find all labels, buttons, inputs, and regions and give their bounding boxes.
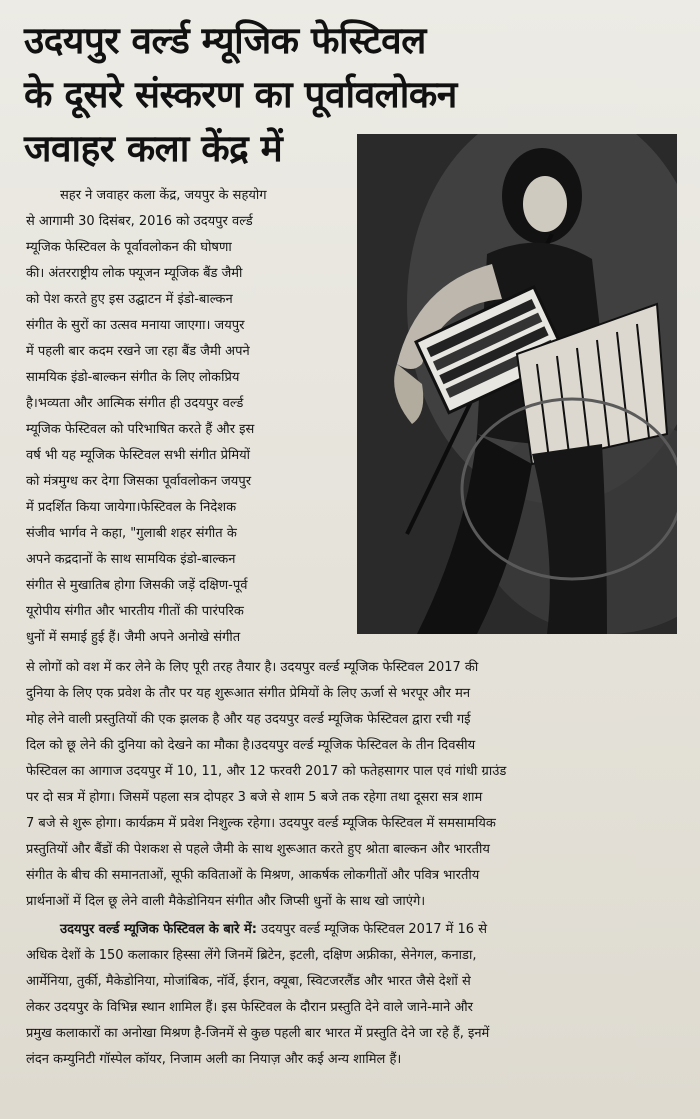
body-line: को मंत्रमुग्ध कर देगा जिसका पूर्वावलोकन जयपुर [26,474,252,489]
section-heading-tail: उदयपुर वर्ल्ड म्यूजिक फेस्टिवल 2017 में 16 से [256,922,487,937]
section-heading-line [26,917,700,943]
body-line: अधिक देशों के 150 कलाकार हिस्सा लेंगे जिनमें ब्रिटेन, इटली, दक्षिण अफ्रीका, सेनेगल, कनाडा, [26,948,477,963]
body-line: लेकर उदयपुर के विभिन्न स्थान शामिल हैं। इस फेस्टिवल के दौरान प्रस्तुति देने वाले जाने-माने और [26,1000,473,1015]
body-line: प्रार्थनाओं में दिल छू लेने वाली मैकेडोनियन संगीत और जिप्सी धुनों के साथ खो जाएंगे। [26,894,426,909]
headline-line-1: उदयपुर वर्ल्ड म्यूजिक फेस्टिवल [24,19,426,62]
body-line: में प्रदर्शित किया जायेगा।फेस्टिवल के निदेशक [26,500,237,515]
body-line: धुनों में समाई हुई हैं। जैमी अपने अनोखे संगीत [26,630,241,645]
headline-line-2: के दूसरे संस्करण का पूर्वावलोकन [24,73,457,116]
body-line: 7 बजे से शुरू होगा। कार्यक्रम में प्रवेश निशुल्क रहेगा। उदयपुर वर्ल्ड म्यूजिक फेस्टिवल में समसामयिक [26,816,496,831]
body-line: वर्ष भी यह म्यूजिक फेस्टिवल सभी संगीत प्रेमियों [26,448,251,463]
body-line: प्रमुख कलाकारों का अनोखा मिश्रण है-जिनमें से कुछ पहली बार भारत में प्रस्तुति देने जा रहे हैं, इनमें [26,1026,490,1041]
body-line: की। अंतरराष्ट्रीय लोक फ्यूजन म्यूजिक बैंड जैमी [26,266,243,281]
body-line: को पेश करते हुए इस उद्घाटन में इंडो-बाल्कन [26,292,233,307]
body-line: संगीत के बीच की समानताओं, सूफी कविताओं के मिश्रण, आकर्षक लोकगीतों और पवित्र भारतीय [26,868,480,883]
body-line: से लोगों को वश में कर लेने के लिए पूरी तरह तैयार है। उदयपुर वर्ल्ड म्यूजिक फेस्टिवल 2017 की [26,660,479,675]
body-line: फेस्टिवल का आगाज उदयपुर में 10, 11, और 12 फरवरी 2017 को फतेहसागर पाल एवं गांधी ग्राउंड [26,764,507,779]
body-line: म्यूजिक फेस्टिवल को परिभाषित करते हैं और इस [26,422,255,437]
body-line: सहर ने जवाहर कला केंद्र, जयपुर के सहयोग [60,188,267,203]
body-line: दिल को छू लेने की दुनिया को देखने का मौका है।उदयपुर वर्ल्ड म्यूजिक फेस्टिवल के तीन दिवसीय [26,738,476,753]
body-line: म्यूजिक फेस्टिवल के पूर्वावलोकन की घोषणा [26,240,232,255]
headline-line-3: जवाहर कला केंद्र में [24,127,283,170]
body-line: यूरोपीय संगीत और भारतीय गीतों की पारंपरिक [26,604,244,619]
body-line: सामयिक इंडो-बाल्कन संगीत के लिए लोकप्रिय [26,370,240,385]
body-line: दुनिया के लिए एक प्रवेश के तौर पर यह शुरूआत संगीत प्रेमियों के लिए ऊर्जा से भरपूर और मन [26,686,471,701]
body-line: आर्मेनिया, तुर्की, मैकेडोनिया, मोजांबिक, नॉर्वे, ईरान, क्यूबा, स्विटजरलैंड और भारत जैसे देशों से [26,974,471,989]
body-line: संगीत के सुरों का उत्सव मनाया जाएगा। जयपुर [26,318,245,333]
body-line: मोह लेने वाली प्रस्तुतियों की एक झलक है और यह उदयपुर वर्ल्ड म्यूजिक फेस्टिवल द्वारा रची गई [26,712,471,727]
body-line: में पहली बार कदम रखने जा रहा बैंड जैमी अपने [26,344,250,359]
body-line: से आगामी 30 दिसंबर, 2016 को उदयपुर वर्ल्ड [26,214,253,229]
body-line: संजीव भार्गव ने कहा, "गुलाबी शहर संगीत के [26,526,237,541]
body-line: अपने कद्रदानों के साथ सामयिक इंडो-बाल्कन [26,552,236,567]
section-heading: उदयपुर वर्ल्ड म्यूजिक फेस्टिवल के बारे में: [60,922,257,937]
body-line: है।भव्यता और आत्मिक संगीत ही उदयपुर वर्ल्ड [26,396,244,411]
body-line: संगीत से मुखातिब होगा जिसकी जड़ें दक्षिण-पूर्व [26,578,248,593]
body-line: लंदन कम्युनिटी गॉस्पेल कॉयर, निजाम अली का नियाज़ और कई अन्य शामिल हैं। [26,1052,402,1067]
body-line: प्रस्तुतियों और बैंडों की पेशकश से पहले जैमी के साथ शुरूआत करते हुए श्रोता बाल्कन और भारतीय [26,842,490,857]
body-line: पर दो सत्र में होगा। जिसमें पहला सत्र दोपहर 3 बजे से शाम 5 बजे तक रहेगा तथा दूसरा सत्र शाम [26,790,483,805]
